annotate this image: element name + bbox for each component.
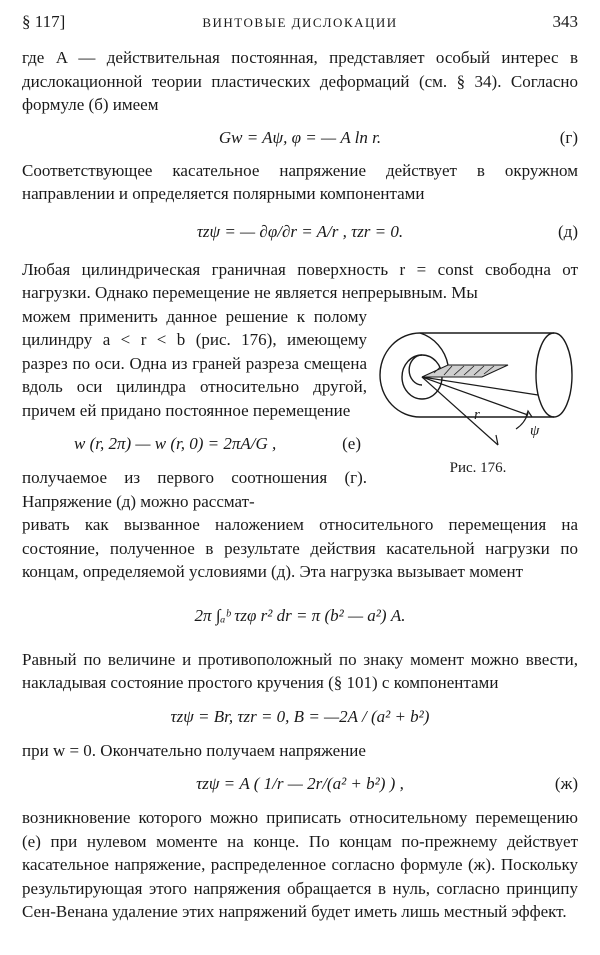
figure-label-psi: ψ xyxy=(530,422,540,439)
figure-176 xyxy=(378,305,578,514)
paragraph-1: где A — действительная постоянная, представляет особый интерес в дислокационной теории пластических деформаций (см. § 34). Согласно формуле (б) имеем xyxy=(22,48,578,114)
paragraph-7: Равный по величине и противоположный по знаку момент можно ввести, накладывая состояние простого кручения (§ 101) с компонентами xyxy=(22,649,578,692)
formula-e xyxy=(22,422,367,466)
header-section: § 117] xyxy=(22,12,66,31)
formula-zh-text: τzψ = A ( 1/r — 2r/(a² + b²) ) , xyxy=(196,774,404,793)
header-title: ВИНТОВЫЕ ДИСЛОКАЦИИ xyxy=(202,15,398,30)
book-page xyxy=(22,10,578,924)
formula-zh-tag: (ж) xyxy=(554,774,578,793)
paragraph-9: возникновение которого можно приписать относительному перемещению (е) при нулевом моменте на конце. По концам по-прежнему действует касательное напряжение, распределенное согласно формуле (ж). Поскольку результирующая этого напряжения обращается в нуль, согласно принципу Сен-Венана удаление этих напряжений будет иметь лишь местный эффект. xyxy=(22,808,578,921)
paragraph-2: Соответствующее касательное напряжение действует в окружном направлении и определяется полярными компонентами xyxy=(22,160,578,203)
hollow-cylinder-diagram xyxy=(378,305,578,455)
formula-d xyxy=(22,210,578,254)
text-with-figure xyxy=(22,305,578,514)
formula-b-text: τzψ = Br, τzr = 0, B = —2A / (a² + b²) xyxy=(170,706,430,726)
formula-moment-text: 2π ∫ₐᵇ τzφ r² dr = π (b² — a²) A. xyxy=(194,605,406,625)
formula-e-tag: (е) xyxy=(342,434,361,453)
page-number: 343 xyxy=(552,12,578,31)
formula-d-tag: (д) xyxy=(558,221,578,241)
formula-g xyxy=(22,121,578,155)
formula-g-tag: (г) xyxy=(559,127,578,147)
paragraph-5: получаемое из первого соотношения (г). Напряжение (д) можно рассмат- xyxy=(22,468,367,511)
paragraph-3: Любая цилиндрическая граничная поверхность r = const свободна от нагрузки. Однако перемещение не является непрерывным. Мы xyxy=(22,259,578,302)
left-column xyxy=(22,305,367,514)
running-header xyxy=(22,10,578,36)
paragraph-4: можем применить данное решение к полому цилиндру a < r < b (рис. 176), имеющему разрез по оси. Одна из граней разреза смещена вдоль оси цилиндра относительно другой, причем ей придано постоянное перемещение xyxy=(22,306,367,420)
paragraph-6: ривать как вызванное наложением относительного перемещения на состояние, полученное в результате действия касательной нагрузки по концам, определяемой условиями (д). Эта нагрузка вызывает момент xyxy=(22,515,578,581)
formula-d-text: τzψ = — ∂φ/∂r = A/r , τzr = 0. xyxy=(196,221,404,241)
figure-caption: Рис. 176. xyxy=(449,459,507,476)
figure-label-r: r xyxy=(474,406,480,423)
formula-moment xyxy=(22,584,578,648)
formula-e-text: w (r, 2π) — w (r, 0) = 2πA/G , xyxy=(74,434,277,453)
formula-zh xyxy=(22,762,578,806)
formula-b xyxy=(22,695,578,739)
paragraph-8: при w = 0. Окончательно получаем напряжение xyxy=(22,740,366,760)
formula-g-text: Gw = Aψ, φ = — A ln r. xyxy=(218,127,382,147)
